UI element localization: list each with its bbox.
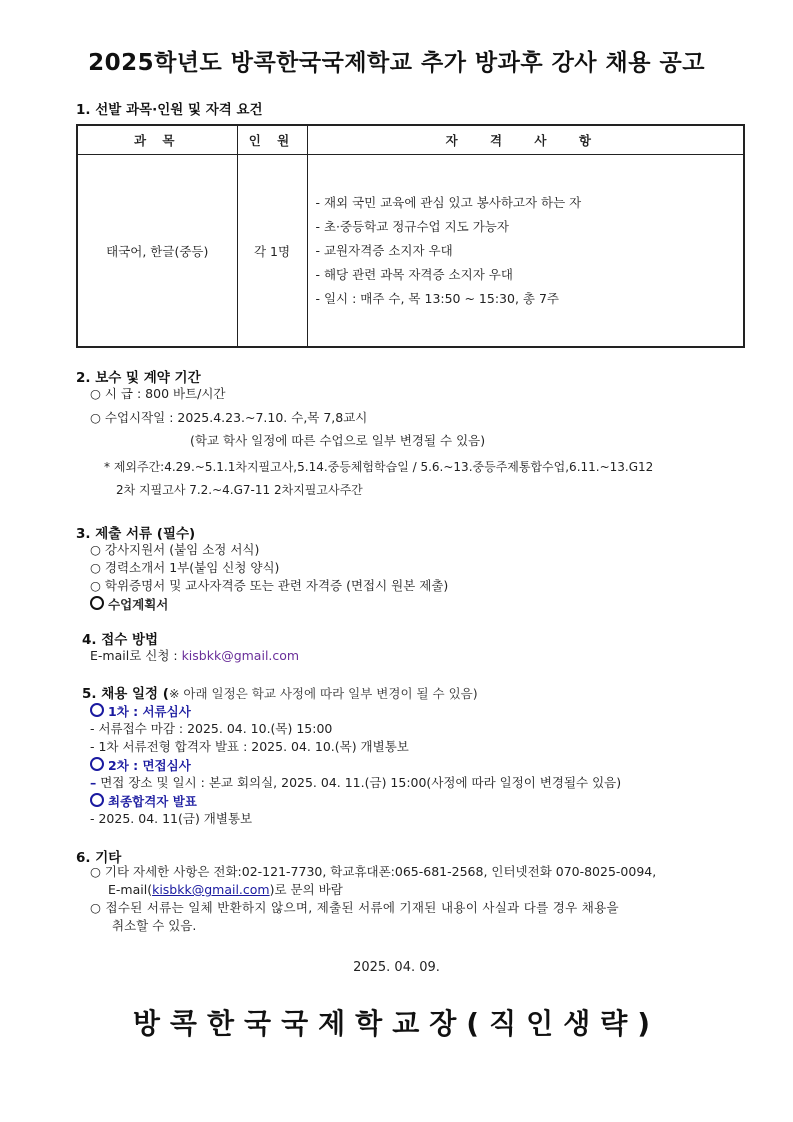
section-4-heading: 4. 접수 방법 [82, 632, 159, 648]
requirements-table [76, 124, 745, 348]
document-item: ○ 경력소개서 1부(붙임 신청 양식) [90, 560, 280, 575]
col-header-count: 인 원 [237, 125, 307, 155]
section-2-heading: 2. 보수 및 계약 기간 [76, 370, 201, 386]
table-header-row [77, 125, 744, 155]
section-3-heading: 3. 제출 서류 (필수) [76, 526, 196, 542]
lesson-plan-label: 수업계획서 [108, 597, 169, 612]
pay-line: ○ 시 급 : 800 바트/시간 [90, 386, 226, 401]
circle-icon [90, 596, 104, 610]
cell-subject: 태국어, 한글(중등) [77, 155, 237, 348]
circle-icon [90, 703, 104, 717]
cell-qualifications [307, 155, 744, 348]
table-row [77, 155, 744, 348]
excluded-weeks-line-2: 2차 지필고사 7.2.~4.G7-11 2차지필고사주간 [116, 483, 363, 497]
start-date-line: ○ 수업시작일 : 2025.4.23.~7.10. 수,목 7,8교시 [90, 410, 368, 425]
final-stage-label [90, 793, 197, 810]
section-5-title: 5. 채용 일정 ( [82, 686, 169, 702]
document-item: ○ 학위증명서 및 교사자격증 또는 관련 자격증 (면접시 원본 제출) [90, 578, 449, 593]
section-1-heading: 1. 선발 과목·인원 및 자격 요건 [76, 102, 263, 118]
page-title: 2025학년도 방콕한국국제학교 추가 방과후 강사 채용 공고 [88, 50, 705, 76]
section-5-heading [82, 682, 478, 702]
col-header-subject: 과 목 [77, 125, 237, 155]
stage-2-text: 2차 : 면접심사 [108, 758, 191, 773]
etc-line-1b [108, 882, 343, 898]
stage-2-line [90, 775, 621, 791]
stage-2-dash: – [90, 775, 97, 790]
section-5-note: ※ 아래 일정은 학교 사정에 따라 일부 변경이 될 수 있음) [168, 686, 478, 701]
schedule-note: (학교 학사 일정에 따른 수업으로 일부 변경될 수 있음) [190, 433, 486, 448]
stage-1-line: - 서류접수 마감 : 2025. 04. 10.(목) 15:00 [90, 721, 333, 736]
email-link[interactable]: kisbkk@gmail.com [152, 882, 270, 897]
final-stage-line: - 2025. 04. 11(금) 개별통보 [90, 811, 253, 826]
qualification-item: - 재외 국민 교육에 관심 있고 봉사하고자 하는 자 [315, 194, 582, 210]
excluded-weeks-line-1: * 제외주간:4.29.~5.1.1차지필고사,5.14.중등체험학습일 / 5.6.~13.중등주제통합수업,6.11.~13.G12 [104, 460, 654, 474]
document-item: ○ 강사지원서 (붙임 소정 서식) [90, 542, 260, 557]
etc-email-prefix: E-mail( [108, 882, 153, 897]
col-header-qualification: 자 격 사 항 [307, 125, 744, 155]
submission-method [90, 648, 299, 664]
final-stage-text: 최종합격자 발표 [108, 794, 197, 809]
stage-1-line: - 1차 서류전형 합격자 발표 : 2025. 04. 10.(목) 개별통보 [90, 739, 409, 754]
stage-2-detail: 면접 장소 및 일시 : 본교 회의실, 2025. 04. 11.(금) 15:00(사정에 따라 일정이 변경될수 있음) [96, 775, 622, 790]
stage-1-label [90, 703, 191, 720]
announcement-date: 2025. 04. 09. [353, 960, 440, 975]
qualification-item: - 해당 관련 과목 자격증 소지자 우대 [315, 266, 513, 282]
qualification-item: - 교원자격증 소지자 우대 [315, 242, 453, 258]
qualification-item: - 초·중등학교 정규수업 지도 가능자 [315, 218, 509, 234]
email-link[interactable]: kisbkk@gmail.com [181, 648, 300, 663]
stage-2-label [90, 757, 191, 774]
submission-prefix: E-mail로 신청 : [90, 648, 182, 663]
section-6-heading: 6. 기타 [76, 850, 122, 866]
etc-line-1: ○ 기타 자세한 사항은 전화:02-121-7730, 학교휴대폰:065-681-2568, 인터넷전화 070-8025-0094, [90, 864, 657, 879]
circle-icon [90, 793, 104, 807]
circle-icon [90, 757, 104, 771]
document-item-lesson-plan [90, 596, 168, 613]
etc-email-suffix: )로 문의 바람 [269, 882, 343, 897]
etc-line-2b: 취소할 수 있음. [112, 918, 197, 933]
stage-1-text: 1차 : 서류심사 [108, 704, 191, 719]
qualification-item: - 일시 : 매주 수, 목 13:50 ~ 15:30, 총 7주 [315, 290, 559, 306]
etc-line-2: ○ 접수된 서류는 일체 반환하지 않으며, 제출된 서류에 기재된 내용이 사실과 다를 경우 채용을 [90, 900, 619, 915]
signature: 방콕한국국제학교장(직인생략) [132, 1007, 661, 1040]
cell-count: 각 1명 [237, 155, 307, 348]
